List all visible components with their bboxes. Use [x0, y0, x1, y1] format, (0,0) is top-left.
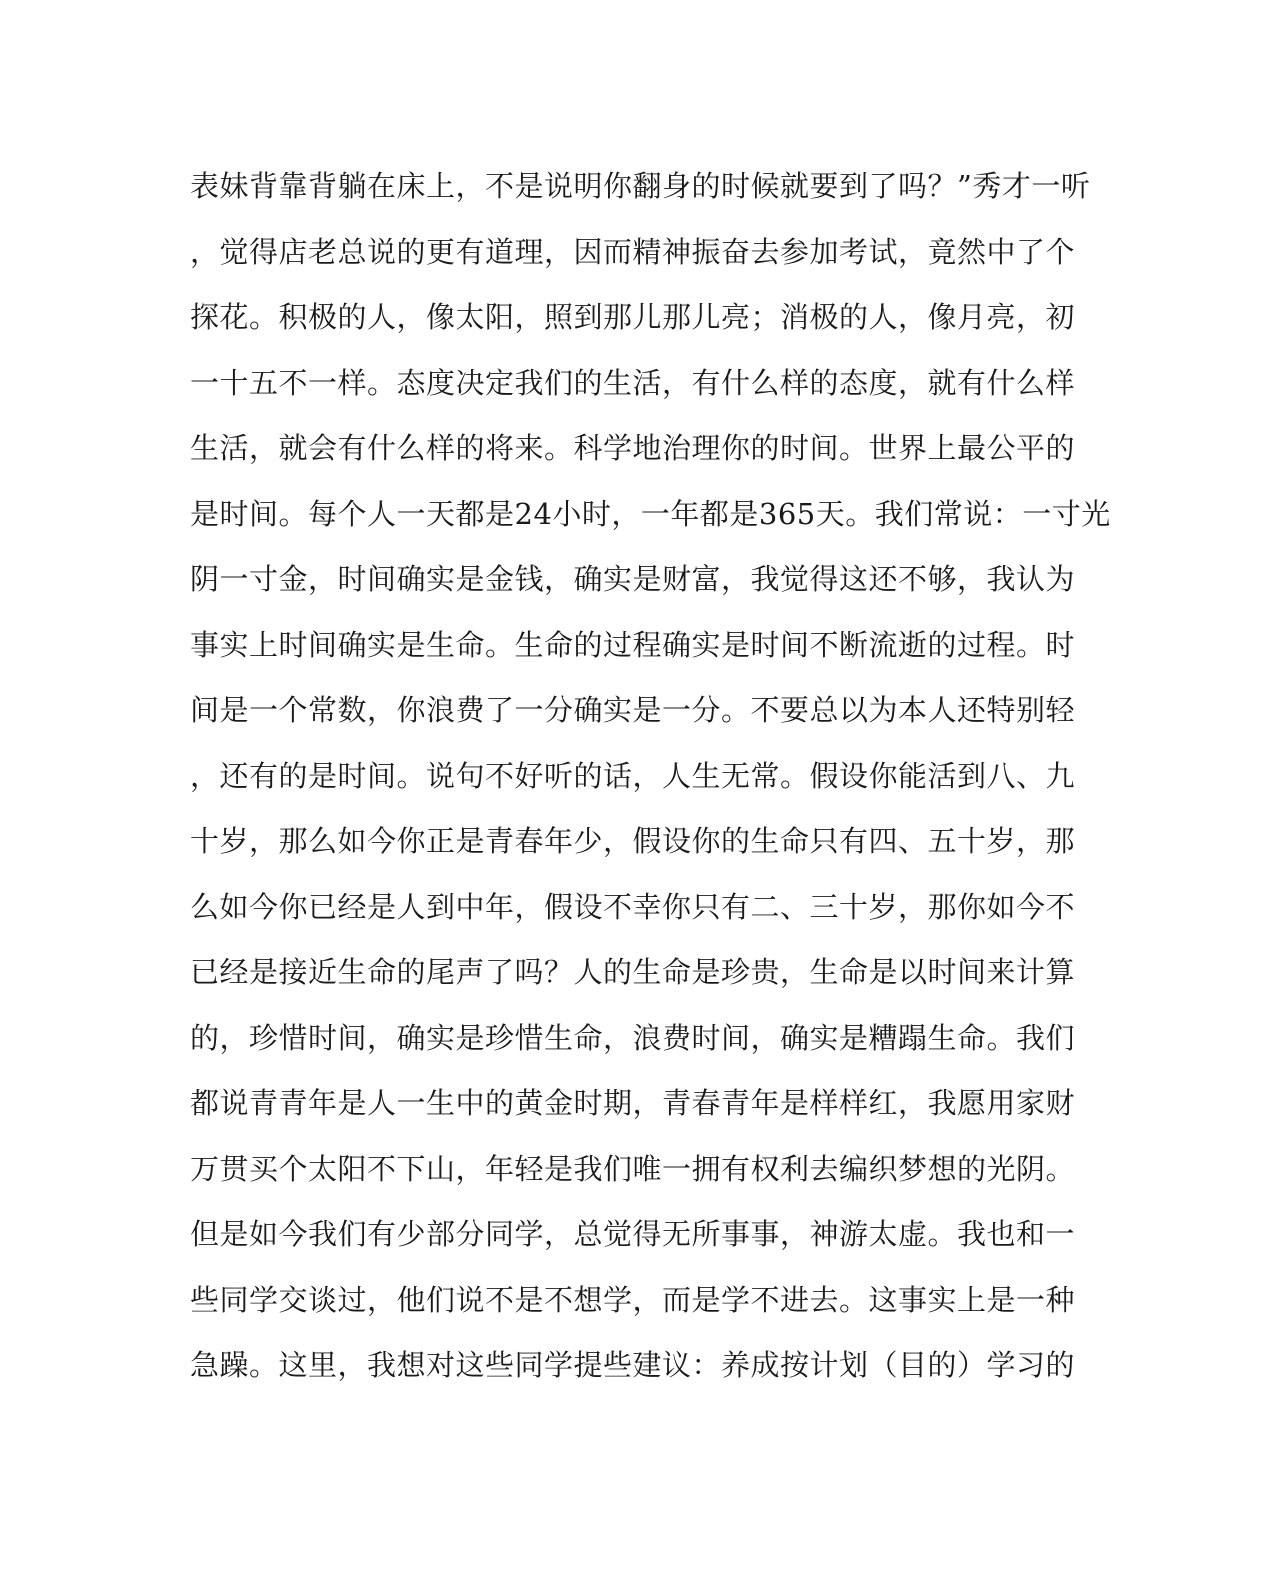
text-line: 都说青青年是人一生中的黄金时期，青春青年是样样红，我愿用家财 [190, 1086, 1076, 1120]
text-line: 已经是接近生命的尾声了吗？人的生命是珍贵，生命是以时间来计算 [190, 955, 1076, 989]
text-line: ，觉得店老总说的更有道理，因而精神振奋去参加考试，竟然中了个 [190, 234, 1076, 269]
text-line: 生活，就会有什么样的将来。科学地治理你的时间。世界上最公平的 [190, 431, 1076, 465]
text-line: 间是一个常数，你浪费了一分确实是一分。不要总以为本人还特别轻 [190, 693, 1076, 727]
text-line: 万贯买个太阳不下山，年轻是我们唯一拥有权利去编织梦想的光阴。 [190, 1151, 1076, 1186]
text-line: ，还有的是时间。说句不好听的话，人生无常。假设你能活到八、九 [190, 758, 1076, 793]
text-line: 但是如今我们有少部分同学，总觉得无所事事，神游太虚。我也和一 [190, 1217, 1076, 1251]
text-line: 是时间。每个人一天都是24小时，一年都是365天。我们常说：一寸光 [190, 496, 1111, 531]
text-line: 么如今你已经是人到中年，假设不幸你只有二、三十岁，那你如今不 [190, 889, 1076, 924]
text-line: 十岁，那么如今你正是青春年少，假设你的生命只有四、五十岁，那 [190, 824, 1076, 858]
text-line: 急躁。这里，我想对这些同学提些建议：养成按计划（目的）学习的 [190, 1348, 1076, 1382]
text-line: 一十五不一样。态度决定我们的生活，有什么样的态度，就有什么样 [190, 365, 1076, 400]
text-line: 探花。积极的人，像太阳，照到那儿那儿亮；消极的人，像月亮，初 [190, 300, 1076, 334]
text-line: 的，珍惜时间，确实是珍惜生命，浪费时间，确实是糟蹋生命。我们 [190, 1020, 1076, 1055]
text-line: 表妹背靠背躺在床上，不是说明你翻身的时候就要到了吗？”秀才一听 [190, 169, 1091, 203]
text-line: 事实上时间确实是生命。生命的过程确实是时间不断流逝的过程。时 [190, 627, 1076, 662]
body-text [190, 154, 1111, 1399]
text-line: 些同学交谈过，他们说不是不想学，而是学不进去。这事实上是一种 [190, 1282, 1076, 1317]
text-line: 阴一寸金，时间确实是金钱，确实是财富，我觉得这还不够，我认为 [190, 562, 1076, 596]
